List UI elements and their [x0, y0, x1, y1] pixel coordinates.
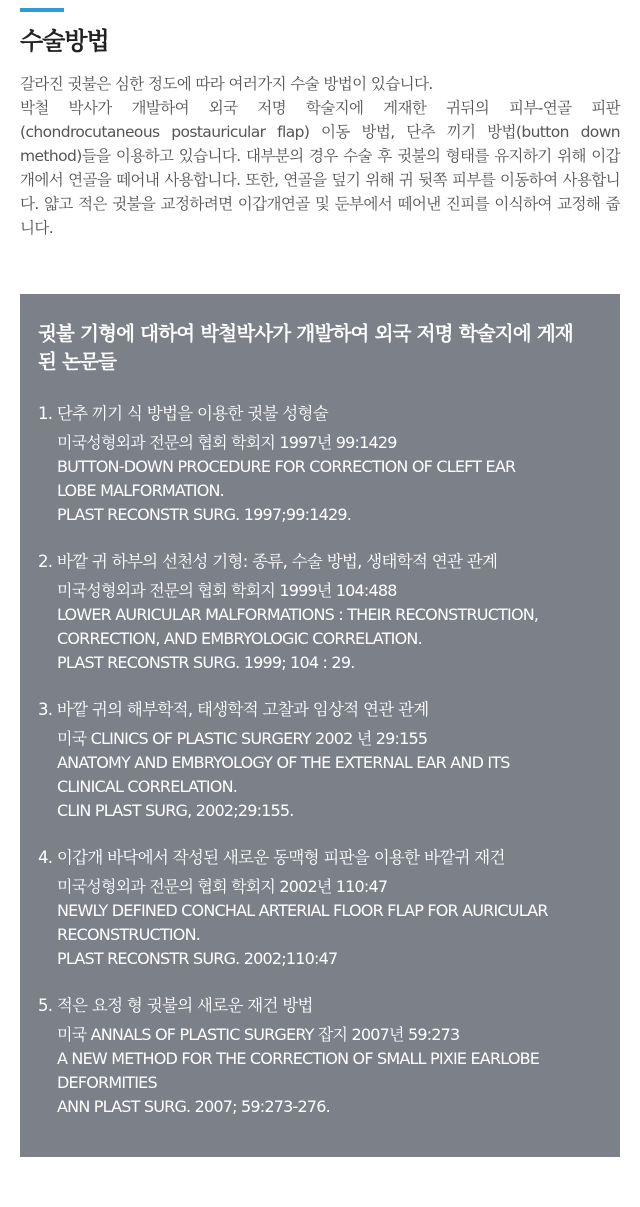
intro-text [20, 72, 620, 240]
paper-citation [57, 431, 602, 527]
citation-line: 미국성형외과 전문의 협회 학회지 1997년 99:1429 [57, 433, 397, 452]
paper-item [38, 846, 602, 971]
paper-citation [57, 579, 602, 675]
intro-paragraph: 박철 박사가 개발하여 외국 저명 학술지에 게재한 귀뒤의 피부-연골 피판(chondrocutaneous postauricular flap) 이동 방법, 단추 끼기 방법(button down method)들을 이용하고 있습니다. 대부분의 경우 수술 후 귓불의 형태를 유지하기 위해 이갑개에서 연골을 떼어내 사용합니다. 또한, 연골을 덮기 위해 귀 뒷쪽 피부를 이동하여 사용합니다. 얇고 적은 귓불을 교정하려면 이갑개연골 및 둔부에서 떼어낸 진피를 이식하여 교정해 줍니다. [20, 99, 620, 237]
papers-box [20, 294, 620, 1157]
intro-paragraph: 갈라진 귓불은 심한 정도에 따라 여러가지 수술 방법이 있습니다. [20, 75, 433, 93]
paper-heading: 4. 이갑개 바닥에서 작성된 새로운 동맥형 피판을 이용한 바깥귀 재건 [38, 848, 505, 867]
paper-item [38, 698, 602, 823]
citation-line: PLAST RECONSTR SURG. 2002;110:47 [57, 949, 338, 968]
paper-citation [57, 1023, 602, 1119]
citation-line: LOWER AURICULAR MALFORMATIONS : THEIR RECONSTRUCTION, [57, 605, 539, 624]
citation-line: RECONSTRUCTION. [57, 925, 201, 944]
paper-citation [57, 727, 602, 823]
paper-heading: 3. 바깥 귀의 해부학적, 태생학적 고찰과 임상적 연관 관계 [38, 700, 429, 719]
paper-heading: 2. 바깥 귀 하부의 선천성 기형: 종류, 수술 방법, 생태학적 연관 관계 [38, 552, 498, 571]
citation-line: 미국성형외과 전문의 협회 학회지 1999년 104:488 [57, 581, 397, 600]
paper-citation [57, 875, 602, 971]
citation-line: CLINICAL CORRELATION. [57, 777, 238, 796]
page-title: 수술방법 [20, 27, 109, 55]
paper-item [38, 994, 602, 1119]
paper-item [38, 402, 602, 527]
citation-line: PLAST RECONSTR SURG. 1999; 104 : 29. [57, 653, 355, 672]
citation-line: CORRECTION, AND EMBRYOLOGIC CORRELATION. [57, 629, 422, 648]
citation-line: A NEW METHOD FOR THE CORRECTION OF SMALL PIXIE EARLOBE [57, 1049, 540, 1068]
citation-line: PLAST RECONSTR SURG. 1997;99:1429. [57, 505, 352, 524]
papers-box-title: 귓불 기형에 대하여 박철박사가 개발하여 외국 저명 학술지에 게재된 논문들 [38, 322, 573, 373]
citation-line: LOBE MALFORMATION. [57, 481, 224, 500]
citation-line: ANN PLAST SURG. 2007; 59:273-276. [57, 1097, 330, 1116]
citation-line: BUTTON-DOWN PROCEDURE FOR CORRECTION OF CLEFT EAR [57, 457, 516, 476]
citation-line: ANATOMY AND EMBRYOLOGY OF THE EXTERNAL EAR AND ITS [57, 753, 510, 772]
citation-line: 미국성형외과 전문의 협회 학회지 2002년 110:47 [57, 877, 388, 896]
paper-heading: 5. 적은 요정 형 귓불의 새로운 재건 방법 [38, 996, 313, 1015]
title-accent-bar [20, 8, 64, 12]
citation-line: 미국 CLINICS OF PLASTIC SURGERY 2002 년 29:155 [57, 729, 428, 748]
paper-heading: 1. 단추 끼기 식 방법을 이용한 귓불 성형술 [38, 404, 328, 423]
citation-line: CLIN PLAST SURG, 2002;29:155. [57, 801, 294, 820]
paper-item [38, 550, 602, 675]
citation-line: 미국 ANNALS OF PLASTIC SURGERY 잡지 2007년 59:273 [57, 1025, 460, 1044]
citation-line: DEFORMITIES [57, 1073, 157, 1092]
citation-line: NEWLY DEFINED CONCHAL ARTERIAL FLOOR FLAP FOR AURICULAR [57, 901, 548, 920]
